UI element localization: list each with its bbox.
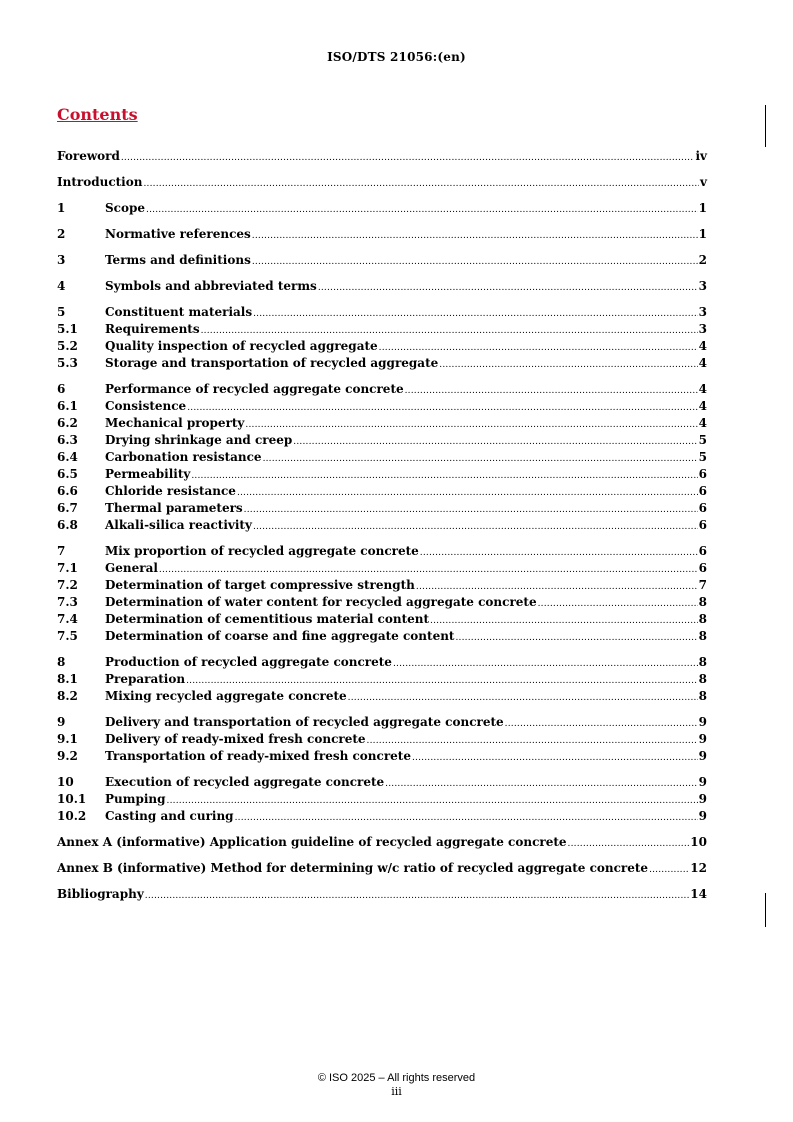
toc-entry[interactable]	[57, 654, 707, 671]
toc-entry-page: 9	[698, 775, 707, 789]
toc-entry-label: Casting and curing	[105, 809, 234, 823]
toc-entry-number: 5.2	[57, 339, 78, 353]
toc-entry-label: Delivery of ready-mixed fresh concrete	[105, 732, 366, 746]
toc-entry-number: 10.2	[57, 809, 87, 823]
toc-entry-number: 5.3	[57, 356, 78, 370]
toc-entry-number: 6.2	[57, 416, 78, 430]
toc-entry-label: Consistence	[105, 399, 187, 413]
toc-dot-leader	[146, 202, 698, 219]
toc-entry-number: 6.7	[57, 501, 78, 515]
toc-dot-leader	[235, 810, 698, 827]
toc-entry-page: 3	[698, 279, 707, 293]
toc-entry-label: Permeability	[105, 467, 191, 481]
toc-group	[57, 860, 707, 877]
toc-entry-label: Production of recycled aggregate concrete	[105, 655, 392, 669]
toc-dot-leader	[439, 357, 697, 374]
toc-entry[interactable]	[57, 611, 707, 628]
toc-entry[interactable]	[57, 748, 707, 765]
toc-dot-leader	[145, 888, 690, 905]
toc-entry-number: 9	[57, 715, 66, 729]
toc-entry-page: 6	[698, 544, 707, 558]
toc-dot-leader	[348, 690, 698, 707]
toc-entry-page: 6	[698, 518, 707, 532]
toc-entry-page: 6	[698, 484, 707, 498]
toc-entry-number: 6.4	[57, 450, 78, 464]
toc-entry-page: iv	[695, 149, 707, 163]
toc-group	[57, 278, 707, 295]
toc-entry-page: 12	[690, 861, 707, 875]
toc-entry-page: 4	[698, 399, 707, 413]
toc-entry[interactable]	[57, 834, 707, 851]
toc-dot-leader	[237, 485, 698, 502]
toc-entry[interactable]	[57, 560, 707, 577]
toc-entry[interactable]	[57, 304, 707, 321]
toc-group	[57, 226, 707, 243]
toc-entry-page: 3	[698, 305, 707, 319]
toc-entry-label: Delivery and transportation of recycled aggregate concrete	[105, 715, 504, 729]
toc-dot-leader	[385, 776, 698, 793]
toc-entry-page: 10	[690, 835, 707, 849]
toc-entry-page: 6	[698, 467, 707, 481]
toc-entry-page: 1	[698, 201, 707, 215]
toc-entry-number: 7.1	[57, 561, 78, 575]
toc-entry-label: Mixing recycled aggregate concrete	[105, 689, 347, 703]
toc-entry[interactable]	[57, 774, 707, 791]
toc-entry-label: Bibliography	[57, 887, 144, 901]
toc-entry-page: 9	[698, 749, 707, 763]
toc-entry-page: 9	[698, 715, 707, 729]
toc-entry-label: Constituent materials	[105, 305, 253, 319]
toc-group	[57, 200, 707, 217]
toc-group	[57, 543, 707, 645]
toc-entry-number: 8.1	[57, 672, 78, 686]
toc-entry-number: 8.2	[57, 689, 78, 703]
toc-entry-number: 7.2	[57, 578, 78, 592]
toc-entry-label: Symbols and abbreviated terms	[105, 279, 317, 293]
toc-entry-number: 6.8	[57, 518, 78, 532]
toc-entry-page: 4	[698, 382, 707, 396]
toc-group	[57, 304, 707, 372]
toc-entry-number: 9.1	[57, 732, 78, 746]
toc-dot-leader	[245, 417, 697, 434]
toc-group	[57, 252, 707, 269]
toc-entry-label: Annex B (informative) Method for determining w/c ratio of recycled aggregate concrete	[57, 861, 649, 875]
toc-entry[interactable]	[57, 500, 707, 517]
toc-entry-label: Performance of recycled aggregate concrete	[105, 382, 404, 396]
toc-entry-page: 7	[698, 578, 707, 592]
toc-entry-label: Introduction	[57, 175, 143, 189]
toc-dot-leader	[649, 862, 689, 879]
toc-entry[interactable]	[57, 808, 707, 825]
toc-entry-page: 14	[690, 887, 707, 901]
toc-entry-page: 8	[698, 612, 707, 626]
toc-dot-leader	[405, 383, 698, 400]
toc-entry-label: Mechanical property	[105, 416, 245, 430]
toc-entry-page: 8	[698, 672, 707, 686]
toc-dot-leader	[121, 150, 695, 167]
toc-entry-page: 6	[698, 561, 707, 575]
toc-entry-label: Transportation of ready-mixed fresh concrete	[105, 749, 411, 763]
document-header: ISO/DTS 21056:(en)	[327, 50, 466, 64]
toc-entry-page: 8	[698, 595, 707, 609]
toc-entry-label: Foreword	[57, 149, 120, 163]
toc-entry-label: Terms and definitions	[105, 253, 251, 267]
toc-entry-number: 7.3	[57, 595, 78, 609]
toc-entry-label: Execution of recycled aggregate concrete	[105, 775, 385, 789]
toc-entry[interactable]	[57, 791, 707, 808]
toc-entry[interactable]	[57, 174, 707, 191]
toc-entry-page: 1	[698, 227, 707, 241]
toc-dot-leader	[367, 733, 698, 750]
toc-entry-label: Determination of coarse and fine aggregate content	[105, 629, 455, 643]
toc-entry-page: 9	[698, 732, 707, 746]
toc-entry[interactable]	[57, 381, 707, 398]
toc-entry-page: 5	[698, 450, 707, 464]
toc-entry[interactable]	[57, 466, 707, 483]
toc-dot-leader	[455, 630, 697, 647]
toc-entry[interactable]	[57, 714, 707, 731]
toc-entry-label: Drying shrinkage and creep	[105, 433, 293, 447]
copyright-notice: © ISO 2025 – All rights reserved	[317, 1072, 476, 1084]
toc-entry-label: Thermal parameters	[105, 501, 243, 515]
toc-group	[57, 148, 707, 165]
toc-entry-number: 6	[57, 382, 66, 396]
toc-dot-leader	[253, 519, 698, 536]
toc-dot-leader	[393, 656, 698, 673]
toc-dot-leader	[538, 596, 698, 613]
toc-entry-number: 9.2	[57, 749, 78, 763]
toc-entry[interactable]	[57, 398, 707, 415]
toc-entry-label: Chloride resistance	[105, 484, 236, 498]
toc-group	[57, 654, 707, 705]
toc-entry[interactable]	[57, 886, 707, 903]
toc-entry-label: Storage and transportation of recycled aggregate	[105, 356, 439, 370]
toc-group	[57, 886, 707, 903]
toc-dot-leader	[252, 228, 698, 245]
toc-entry[interactable]	[57, 226, 707, 243]
toc-dot-leader	[568, 836, 690, 853]
toc-entry[interactable]	[57, 860, 707, 877]
toc-entry-number: 10.1	[57, 792, 87, 806]
toc-group	[57, 174, 707, 191]
toc-entry-number: 3	[57, 253, 66, 267]
toc-entry-number: 1	[57, 201, 66, 215]
toc-entry-number: 6.6	[57, 484, 78, 498]
page-footer	[0, 1072, 793, 1098]
toc-entry-page: 8	[698, 655, 707, 669]
toc-dot-leader	[191, 468, 697, 485]
toc-entry-number: 6.1	[57, 399, 78, 413]
toc-entry-page: 5	[698, 433, 707, 447]
toc-entry[interactable]	[57, 278, 707, 295]
toc-entry[interactable]	[57, 517, 707, 534]
toc-entry[interactable]	[57, 543, 707, 560]
toc-entry-page: 4	[698, 339, 707, 353]
toc-entry[interactable]	[57, 628, 707, 645]
toc-entry-number: 5.1	[57, 322, 78, 336]
toc-entry-label: Determination of cementitious material content	[105, 612, 430, 626]
toc-entry-label: Scope	[105, 201, 146, 215]
toc-entry[interactable]	[57, 432, 707, 449]
toc-entry-number: 10	[57, 775, 74, 789]
toc-group	[57, 834, 707, 851]
toc-dot-leader	[252, 254, 698, 271]
toc-dot-leader	[412, 750, 698, 767]
toc-entry[interactable]	[57, 338, 707, 355]
toc-entry-label: Carbonation resistance	[105, 450, 262, 464]
change-bar-bottom	[765, 893, 766, 927]
toc-entry-page: 4	[698, 416, 707, 430]
toc-entry[interactable]	[57, 594, 707, 611]
toc-entry[interactable]	[57, 671, 707, 688]
toc-entry-label: Mix proportion of recycled aggregate concrete	[105, 544, 419, 558]
toc-dot-leader	[505, 716, 698, 733]
toc-entry-page: 9	[698, 809, 707, 823]
toc-dot-leader	[318, 280, 698, 297]
toc-dot-leader	[263, 451, 698, 468]
toc-entry[interactable]	[57, 355, 707, 372]
toc-entry-label: Pumping	[105, 792, 166, 806]
toc-dot-leader	[167, 793, 698, 810]
toc-entry-page: 4	[698, 356, 707, 370]
toc-dot-leader	[293, 434, 697, 451]
toc-dot-leader	[143, 176, 699, 193]
toc-entry[interactable]	[57, 577, 707, 594]
toc-entry-page: 2	[698, 253, 707, 267]
page-number: iii	[391, 1085, 402, 1098]
toc-entry-number: 6.3	[57, 433, 78, 447]
toc-entry-number: 7.5	[57, 629, 78, 643]
toc-entry-label: Annex A (informative) Application guideline of recycled aggregate concrete	[57, 835, 567, 849]
toc-entry[interactable]	[57, 148, 707, 165]
toc-entry[interactable]	[57, 483, 707, 500]
toc-group	[57, 381, 707, 534]
toc-entry-page: 3	[698, 322, 707, 336]
contents-title: Contents	[57, 105, 138, 124]
toc-entry[interactable]	[57, 200, 707, 217]
toc-entry[interactable]	[57, 688, 707, 705]
toc-entry-page: 8	[698, 689, 707, 703]
toc-entry-label: Normative references	[105, 227, 251, 241]
change-bar-top	[765, 105, 766, 147]
toc-entry-label: Preparation	[105, 672, 186, 686]
toc-entry-number: 2	[57, 227, 66, 241]
toc-group	[57, 714, 707, 765]
toc-dot-leader	[430, 613, 698, 630]
toc-group	[57, 774, 707, 825]
toc-entry-number: 8	[57, 655, 66, 669]
toc-entry-page: 8	[698, 629, 707, 643]
toc-entry-label: Determination of target compressive strength	[105, 578, 415, 592]
toc-entry-page: 9	[698, 792, 707, 806]
toc-entry-label: Quality inspection of recycled aggregate	[105, 339, 378, 353]
toc-entry-label: Determination of water content for recycled aggregate concrete	[105, 595, 537, 609]
toc-entry-label: Requirements	[105, 322, 200, 336]
toc-entry-number: 6.5	[57, 467, 78, 481]
toc-dot-leader	[244, 502, 698, 519]
toc-dot-leader	[420, 545, 698, 562]
toc-entry-number: 7.4	[57, 612, 78, 626]
toc-entry[interactable]	[57, 321, 707, 338]
toc-entry[interactable]	[57, 415, 707, 432]
toc-entry-page: 6	[698, 501, 707, 515]
toc-entry-number: 4	[57, 279, 66, 293]
toc-entry-label: Alkali-silica reactivity	[105, 518, 252, 532]
toc-entry-number: 5	[57, 305, 66, 319]
toc-entry[interactable]	[57, 449, 707, 466]
toc-dot-leader	[187, 400, 697, 417]
toc-entry[interactable]	[57, 252, 707, 269]
toc-entry-number: 7	[57, 544, 66, 558]
toc-entry-page: v	[700, 175, 707, 189]
toc-dot-leader	[253, 306, 698, 323]
table-of-contents	[57, 148, 707, 912]
toc-entry-label: General	[105, 561, 158, 575]
toc-entry[interactable]	[57, 731, 707, 748]
